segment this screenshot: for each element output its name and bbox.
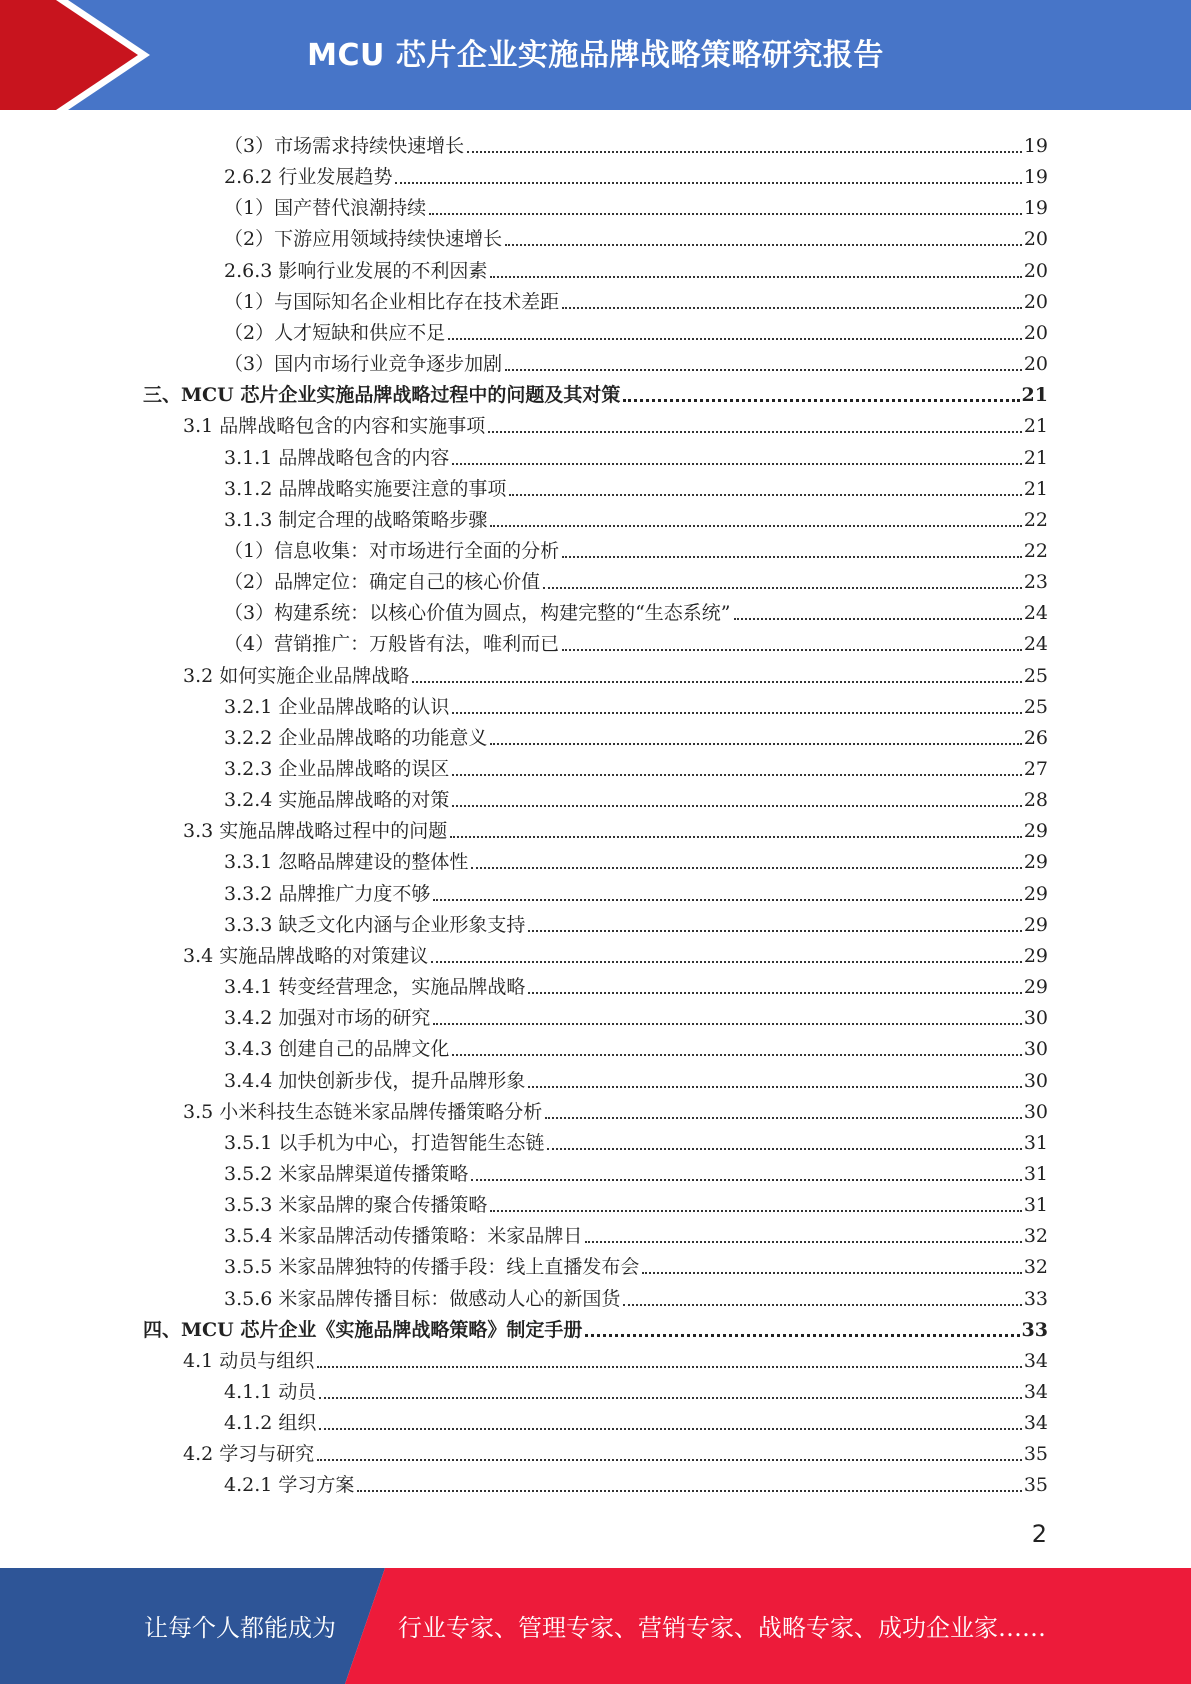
- toc-entry-label: 3.1.3 制定合理的战略策略步骤: [224, 509, 488, 531]
- toc-entry[interactable]: [224, 1404, 1048, 1435]
- toc-entry-page: 33: [1023, 1288, 1048, 1310]
- toc-dot-leader: [467, 151, 1022, 153]
- toc-entry-label: （3）国内市场行业竞争逐步加剧: [224, 353, 503, 375]
- toc-entry-label: 3.1.2 品牌战略实施要注意的事项: [224, 478, 507, 500]
- toc-dot-leader: [490, 1210, 1021, 1212]
- toc-entry-label: 2.6.2 行业发展趋势: [224, 166, 393, 188]
- toc-entry-page: 29: [1023, 976, 1048, 998]
- toc-entry-page: 19: [1023, 197, 1048, 219]
- toc-dot-leader: [528, 930, 1021, 932]
- toc-entry-page: 30: [1023, 1007, 1048, 1029]
- toc-entry[interactable]: [224, 1217, 1048, 1248]
- toc-entry-page: 30: [1023, 1101, 1048, 1123]
- toc-entry-label: （3）市场需求持续快速增长: [224, 135, 465, 157]
- toc-entry[interactable]: [183, 657, 1048, 688]
- toc-dot-leader: [562, 649, 1022, 651]
- toc-entry[interactable]: [224, 532, 1048, 563]
- toc-entry-page: 30: [1023, 1038, 1048, 1060]
- toc-dot-leader: [490, 525, 1021, 527]
- toc-entry[interactable]: [224, 439, 1048, 470]
- toc-entry[interactable]: [224, 1466, 1048, 1497]
- toc-entry-page: 29: [1023, 945, 1048, 967]
- toc-entry-label: 4.2.1 学习方案: [224, 1474, 355, 1496]
- toc-entry-page: 20: [1023, 291, 1048, 313]
- toc-entry[interactable]: [224, 1186, 1048, 1217]
- toc-entry-page: 26: [1023, 727, 1048, 749]
- toc-dot-leader: [505, 244, 1022, 246]
- toc-entry-page: 24: [1023, 633, 1048, 655]
- toc-entry[interactable]: [224, 843, 1048, 874]
- toc-entry-page: 35: [1023, 1443, 1048, 1465]
- report-title: MCU 芯片企业实施品牌战略策略研究报告: [307, 38, 884, 73]
- toc-entry-label: 3.4.2 加强对市场的研究: [224, 1007, 431, 1029]
- toc-entry-page: 20: [1023, 228, 1048, 250]
- toc-entry[interactable]: [224, 314, 1048, 345]
- toc-entry-page: 34: [1023, 1412, 1048, 1434]
- toc-entry[interactable]: [183, 812, 1048, 843]
- toc-entry-page: 27: [1023, 758, 1048, 780]
- toc-entry-label: （1）信息收集：对市场进行全面的分析: [224, 540, 560, 562]
- toc-entry[interactable]: [183, 937, 1048, 968]
- toc-entry[interactable]: [224, 283, 1048, 314]
- toc-entry-label: 3.5.5 米家品牌独特的传播手段：线上直播发布会: [224, 1256, 640, 1278]
- toc-dot-leader: [528, 992, 1021, 994]
- toc-dot-leader: [562, 307, 1022, 309]
- toc-entry-label: （1）国产替代浪潮持续: [224, 197, 427, 219]
- toc-entry-label: 3.4 实施品牌战略的对策建议: [183, 945, 429, 967]
- toc-entry-label: 3.3.1 忽略品牌建设的整体性: [224, 851, 469, 873]
- toc-dot-leader: [505, 369, 1022, 371]
- page-footer: [0, 1568, 1191, 1684]
- toc-entry-page: 25: [1023, 696, 1048, 718]
- toc-entry-label: 四、MCU 芯片企业《实施品牌战略策略》制定手册: [143, 1319, 583, 1341]
- toc-dot-leader: [642, 1272, 1021, 1274]
- toc-entry[interactable]: [224, 158, 1048, 189]
- toc-entry-label: 3.5.6 米家品牌传播目标：做感动人心的新国货: [224, 1288, 621, 1310]
- toc-entry-page: 22: [1023, 509, 1048, 531]
- toc-entry-label: 3.4.1 转变经营理念，实施品牌战略: [224, 976, 526, 998]
- toc-entry-page: 30: [1023, 1070, 1048, 1092]
- footer-slogan-right: 行业专家、管理专家、营销专家、战略专家、成功企业家……: [398, 1614, 1046, 1642]
- toc-entry-page: 20: [1023, 353, 1048, 375]
- toc-dot-leader: [433, 1023, 1021, 1025]
- toc-entry-label: 3.1.1 品牌战略包含的内容: [224, 447, 450, 469]
- toc-entry[interactable]: [224, 1280, 1048, 1311]
- toc-entry-label: 4.1 动员与组织: [183, 1350, 315, 1372]
- toc-entry-page: 31: [1023, 1132, 1048, 1154]
- toc-entry-page: 34: [1023, 1381, 1048, 1403]
- toc-entry-label: 3.3 实施品牌战略过程中的问题: [183, 820, 448, 842]
- toc-dot-leader: [471, 867, 1021, 869]
- toc-entry[interactable]: [224, 252, 1048, 283]
- toc-entry-label: 3.2.2 企业品牌战略的功能意义: [224, 727, 488, 749]
- toc-dot-leader: [545, 1117, 1022, 1119]
- toc-entry[interactable]: [224, 688, 1048, 719]
- toc-dot-leader: [357, 1490, 1021, 1492]
- toc-entry-label: 3.1 品牌战略包含的内容和实施事项: [183, 415, 486, 437]
- toc-entry-label: 3.2.1 企业品牌战略的认识: [224, 696, 450, 718]
- toc-entry-label: 3.4.3 创建自己的品牌文化: [224, 1038, 450, 1060]
- toc-entry-label: （2）人才短缺和供应不足: [224, 322, 446, 344]
- toc-entry-page: 33: [1021, 1319, 1048, 1341]
- toc-entry-label: 3.2 如何实施企业品牌战略: [183, 665, 410, 687]
- toc-entry[interactable]: [224, 1155, 1048, 1186]
- toc-entry[interactable]: [183, 1093, 1048, 1124]
- toc-entry[interactable]: [224, 1373, 1048, 1404]
- toc-entry-label: 3.5.2 米家品牌渠道传播策略: [224, 1163, 469, 1185]
- toc-entry-label: 3.5 小米科技生态链米家品牌传播策略分析: [183, 1101, 543, 1123]
- toc-entry[interactable]: [224, 501, 1048, 532]
- toc-dot-leader: [528, 1086, 1021, 1088]
- toc-entry-page: 28: [1023, 789, 1048, 811]
- toc-entry[interactable]: [224, 189, 1048, 220]
- toc-dot-leader: [543, 587, 1022, 589]
- toc-entry-page: 29: [1023, 820, 1048, 842]
- toc-entry-page: 19: [1023, 166, 1048, 188]
- toc-entry[interactable]: [224, 220, 1048, 251]
- toc-dot-leader: [319, 1428, 1021, 1430]
- toc-entry-page: 25: [1023, 665, 1048, 687]
- toc-dot-leader: [412, 681, 1022, 683]
- toc-dot-leader: [509, 494, 1021, 496]
- toc-entry-page: 29: [1023, 914, 1048, 936]
- toc-entry[interactable]: [224, 781, 1048, 812]
- toc-dot-leader: [452, 463, 1021, 465]
- toc-entry-page: 34: [1023, 1350, 1048, 1372]
- toc-entry-label: （3）构建系统：以核心价值为圆点，构建完整的“生态系统”: [224, 602, 731, 624]
- footer-slogan-left: 让每个人都能成为: [144, 1614, 336, 1642]
- toc-entry[interactable]: [143, 1311, 1048, 1342]
- toc-entry-label: 三、MCU 芯片企业实施品牌战略过程中的问题及其对策: [143, 384, 621, 406]
- toc-entry-page: 20: [1023, 322, 1048, 344]
- toc-dot-leader: [395, 182, 1021, 184]
- toc-dot-leader: [317, 1366, 1022, 1368]
- toc-entry[interactable]: [183, 407, 1048, 438]
- toc-entry-page: 24: [1023, 602, 1048, 624]
- toc-entry-label: 3.3.3 缺乏文化内涵与企业形象支持: [224, 914, 526, 936]
- toc-dot-leader: [452, 774, 1021, 776]
- toc-entry[interactable]: [224, 563, 1048, 594]
- toc-dot-leader: [317, 1459, 1022, 1461]
- toc-entry[interactable]: [224, 1062, 1048, 1093]
- toc-dot-leader: [623, 399, 1019, 402]
- toc-dot-leader: [452, 805, 1021, 807]
- toc-entry-page: 21: [1023, 415, 1048, 437]
- toc-entry-label: 3.2.4 实施品牌战略的对策: [224, 789, 450, 811]
- toc-dot-leader: [452, 712, 1021, 714]
- toc-entry[interactable]: [224, 345, 1048, 376]
- toc-dot-leader: [450, 836, 1022, 838]
- toc-entry-label: 3.5.3 米家品牌的聚合传播策略: [224, 1194, 488, 1216]
- toc-dot-leader: [433, 899, 1021, 901]
- toc-entry-label: 3.5.4 米家品牌活动传播策略：米家品牌日: [224, 1225, 583, 1247]
- toc-entry[interactable]: [224, 1124, 1048, 1155]
- toc-entry[interactable]: [224, 906, 1048, 937]
- toc-dot-leader: [562, 556, 1022, 558]
- toc-dot-leader: [471, 1179, 1021, 1181]
- toc-entry-label: 2.6.3 影响行业发展的不利因素: [224, 260, 488, 282]
- toc-entry-label: （2）下游应用领域持续快速增长: [224, 228, 503, 250]
- toc-entry-page: 20: [1023, 260, 1048, 282]
- toc-entry[interactable]: [183, 1435, 1048, 1466]
- toc-entry-page: 29: [1023, 851, 1048, 873]
- toc-entry[interactable]: [224, 999, 1048, 1030]
- toc-entry-page: 32: [1023, 1225, 1048, 1247]
- toc-entry-label: （1）与国际知名企业相比存在技术差距: [224, 291, 560, 313]
- toc-entry-page: 32: [1023, 1256, 1048, 1278]
- toc-entry-page: 22: [1023, 540, 1048, 562]
- toc-dot-leader: [585, 1334, 1019, 1337]
- toc-entry-label: 3.5.1 以手机为中心，打造智能生态链: [224, 1132, 545, 1154]
- toc-entry-label: 3.3.2 品牌推广力度不够: [224, 883, 431, 905]
- toc-entry-label: 4.1.1 动员: [224, 1381, 317, 1403]
- toc-dot-leader: [490, 276, 1021, 278]
- toc-entry[interactable]: [183, 1342, 1048, 1373]
- toc-entry-page: 23: [1023, 571, 1048, 593]
- toc-dot-leader: [547, 1148, 1021, 1150]
- toc-entry[interactable]: [224, 127, 1048, 158]
- toc-dot-leader: [319, 1397, 1021, 1399]
- toc-entry[interactable]: [224, 875, 1048, 906]
- toc-entry-page: 31: [1023, 1194, 1048, 1216]
- toc-dot-leader: [452, 1054, 1021, 1056]
- toc-entry-page: 21: [1023, 447, 1048, 469]
- toc-dot-leader: [429, 213, 1022, 215]
- toc-entry-label: 4.1.2 组织: [224, 1412, 317, 1434]
- toc-entry[interactable]: [224, 750, 1048, 781]
- toc-entry[interactable]: [224, 594, 1048, 625]
- toc-dot-leader: [734, 618, 1022, 620]
- toc-dot-leader: [490, 743, 1021, 745]
- toc-entry-label: 3.4.4 加快创新步伐，提升品牌形象: [224, 1070, 526, 1092]
- page-header: [0, 0, 1191, 110]
- toc-entry-page: 19: [1023, 135, 1048, 157]
- page-number: 2: [1031, 1520, 1047, 1548]
- toc-entry[interactable]: [224, 1030, 1048, 1061]
- toc-entry[interactable]: [143, 376, 1048, 407]
- toc-entry[interactable]: [224, 470, 1048, 501]
- toc-entry-label: 3.2.3 企业品牌战略的误区: [224, 758, 450, 780]
- toc-entry-page: 21: [1021, 384, 1048, 406]
- toc-dot-leader: [431, 961, 1022, 963]
- toc-entry-page: 29: [1023, 883, 1048, 905]
- toc-entry-label: （2）品牌定位：确定自己的核心价值: [224, 571, 541, 593]
- toc-dot-leader: [585, 1241, 1021, 1243]
- toc-entry-page: 21: [1023, 478, 1048, 500]
- toc-dot-leader: [448, 338, 1022, 340]
- toc-entry-page: 35: [1023, 1474, 1048, 1496]
- toc-entry-label: 4.2 学习与研究: [183, 1443, 315, 1465]
- toc-entry[interactable]: [224, 625, 1048, 656]
- toc-entry-page: 31: [1023, 1163, 1048, 1185]
- toc-dot-leader: [623, 1304, 1021, 1306]
- toc-dot-leader: [488, 431, 1022, 433]
- toc-entry[interactable]: [224, 1248, 1048, 1279]
- toc-entry-label: （4）营销推广：万般皆有法，唯利而已: [224, 633, 560, 655]
- toc-entry[interactable]: [224, 719, 1048, 750]
- toc-entry[interactable]: [224, 968, 1048, 999]
